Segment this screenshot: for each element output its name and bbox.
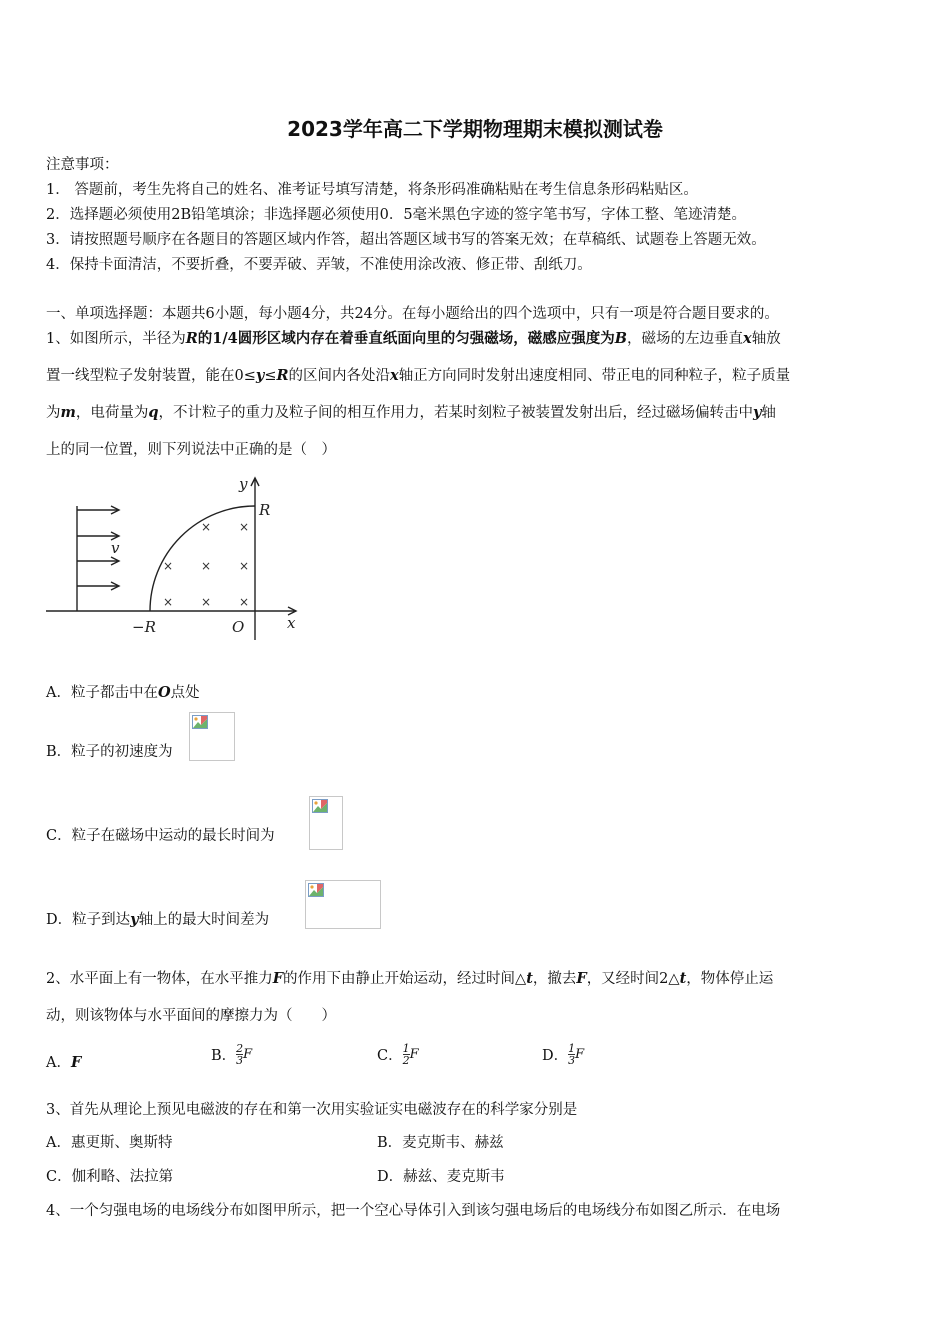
q2-option-b: B． $\frac{2}{3}$ F (211, 1042, 253, 1067)
q3-stem: 3、首先从理论上预见电磁波的存在和第一次用实验证实电磁波存在的科学家分别是 (46, 1102, 578, 1118)
broken-image-icon (305, 880, 381, 929)
page-title: 2023学年高二下学期物理期末模拟测试卷 (287, 117, 663, 141)
svg-text:×: × (200, 595, 212, 609)
q3-option-b: B．麦克斯韦、赫兹 (377, 1135, 504, 1151)
q1-line-4: 上的同一位置，则下列说法中正确的是（ ） (46, 442, 336, 458)
q1-option-a: A．粒子都击中在O点处 (46, 684, 200, 701)
fig-label-negR: −R (132, 618, 156, 636)
svg-text:×: × (200, 559, 212, 573)
svg-text:×: × (162, 595, 174, 609)
svg-text:×: × (238, 520, 250, 534)
magnetic-field-figure (44, 472, 306, 642)
svg-text:×: × (238, 595, 250, 609)
fig-label-v: v (111, 539, 120, 557)
note-1: 1． 答题前，考生先将自己的姓名、准考证号填写清楚，将条形码准确粘贴在考生信息条形码粘贴区。 (46, 182, 698, 198)
q1-option-b: B．粒子的初速度为 (46, 744, 173, 760)
note-3: 3．请按照题号顺序在各题目的答题区域内作答，超出答题区域书写的答案无效；在草稿纸、试题卷上答题无效。 (46, 232, 766, 248)
q2-line-2: 动，则该物体与水平面间的摩擦力为（ ） (46, 1008, 336, 1024)
note-2: 2．选择题必须使用2B铅笔填涂；非选择题必须使用0．5毫米黑色字迹的签字笔书写，字体工整、笔迹清楚。 (46, 207, 747, 223)
svg-text:×: × (200, 520, 212, 534)
q4-line-1: 4、一个匀强电场的电场线分布如图甲所示，把一个空心导体引入到该匀强电场后的电场线分布如图乙所示．在电场 (46, 1203, 781, 1219)
notes-heading: 注意事项： (46, 157, 119, 173)
svg-text:×: × (162, 559, 174, 573)
q2-option-c: C． $\frac{1}{2}$ F (377, 1042, 419, 1067)
q1-line-2: 置一线型粒子发射装置，能在0≤y≤R的区间内各处沿x轴正方向同时发射出速度相同、带正电的同种粒子，粒子质量 (46, 367, 791, 384)
svg-text:×: × (238, 559, 250, 573)
q1-option-d: D．粒子到达y轴上的最大时间差为 (46, 911, 270, 928)
q1-line-3: 为m，电荷量为q，不计粒子的重力及粒子间的相互作用力，若某时刻粒子被装置发射出后，经过磁场偏转击中y轴 (46, 404, 776, 421)
fig-label-R: R (259, 501, 271, 519)
broken-image-icon (189, 712, 235, 761)
fig-label-O: O (232, 618, 245, 636)
fig-label-y: y (239, 475, 248, 493)
q1-option-c: C．粒子在磁场中运动的最长时间为 (46, 828, 275, 844)
q2-line-1: 2、水平面上有一物体，在水平推力F的作用下由静止开始运动，经过时间△t，撤去F，又经时间2△t，物体停止运 (46, 970, 774, 987)
q2-option-d: D． $\frac{1}{3}$ F (542, 1042, 585, 1067)
q3-option-c: C．伽利略、法拉第 (46, 1169, 174, 1185)
q3-option-d: D．赫兹、麦克斯韦 (377, 1169, 505, 1185)
fig-label-x: x (287, 614, 296, 632)
q2-option-a: A．F (46, 1054, 82, 1071)
note-4: 4．保持卡面清洁，不要折叠，不要弄破、弄皱，不准使用涂改液、修正带、刮纸刀。 (46, 257, 592, 273)
q3-option-a: A．惠更斯、奥斯特 (46, 1135, 173, 1151)
section-heading: 一、单项选择题：本题共6小题，每小题4分，共24分。在每小题给出的四个选项中，只有一项是符合题目要求的。 (46, 306, 779, 322)
q1-line-1: 1、如图所示，半径为R的1/4圆形区域内存在着垂直纸面向里的匀强磁场，磁感应强度为B，磁场的左边垂直x轴放 (46, 330, 781, 347)
broken-image-icon (309, 796, 343, 850)
